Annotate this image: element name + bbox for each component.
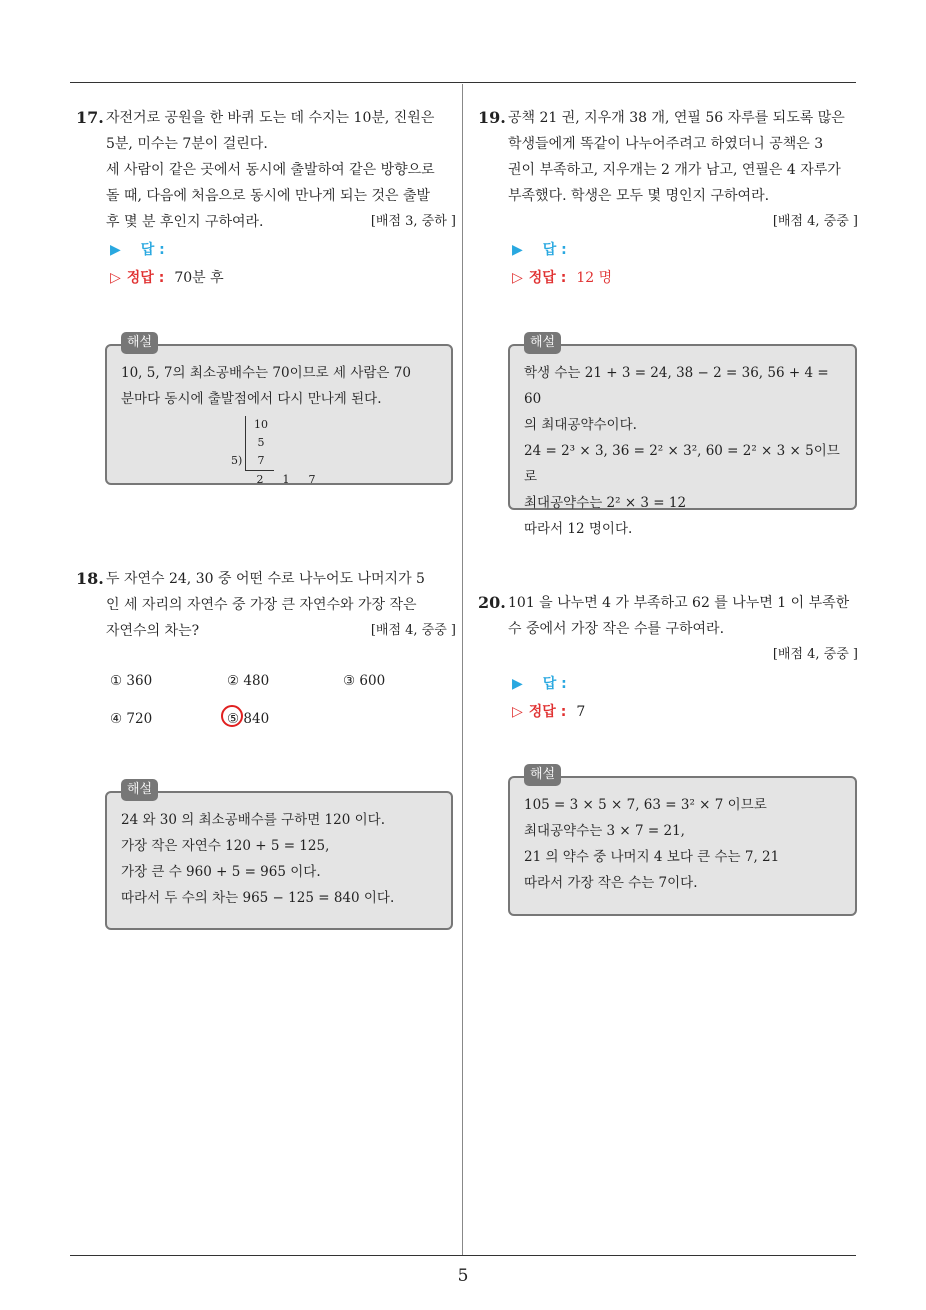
question-line: 자연수의 차는?: [106, 623, 200, 639]
explanation-line: 21 의 약수 중 나머지 4 보다 큰 수는 7, 21: [524, 849, 780, 865]
explanation-line: 따라서 두 수의 차는 965 − 125 = 840 이다.: [121, 890, 395, 906]
play-icon: ▶: [110, 242, 121, 258]
explanation-line: 최대공약수는 3 × 7 = 21,: [524, 823, 685, 839]
choice-1[interactable]: ① 360: [110, 673, 153, 689]
choice-5[interactable]: [227, 711, 269, 727]
explanation-box-18: [105, 782, 453, 930]
explanation-box-17: [105, 335, 453, 486]
explanation-tag: 해설: [121, 332, 158, 354]
explanation-line: 24 와 30 의 최소공배수를 구하면 120 이다.: [121, 812, 385, 828]
explanation-line: 의 최대공약수이다.: [524, 417, 637, 433]
question-line: 인 세 자리의 자연수 중 가장 큰 자연수와 가장 작은: [106, 597, 417, 613]
question-19: [478, 105, 858, 235]
explanation-line: 학생 수는 21 + 3 = 24, 38 − 2 = 36, 56 + 4 = 60: [524, 365, 829, 407]
explanation-line: 따라서 12 명이다.: [524, 521, 633, 537]
choices-18: [110, 673, 440, 733]
divisor: 5): [231, 454, 243, 467]
question-line: 공책 21 권, 지우개 38 개, 연필 56 자루를 되도록 많은: [508, 110, 845, 126]
page-number: 5: [457, 1266, 469, 1286]
explanation-box-19: [508, 335, 857, 537]
correct-label: 정답 :: [528, 704, 567, 720]
question-line: 두 자연수 24, 30 중 어떤 수로 나누어도 나머지가 5: [106, 571, 425, 587]
div-cell: 1: [282, 473, 290, 486]
choice-5-value: 840: [243, 711, 270, 727]
correct-value: 70분 후: [174, 270, 224, 286]
correct-value: 12 명: [576, 270, 613, 286]
choice-2[interactable]: ② 480: [227, 673, 270, 689]
choice-4[interactable]: ④ 720: [110, 711, 153, 727]
question-number: 19.: [478, 108, 506, 127]
div-cell: 7: [308, 473, 316, 486]
explanation-line: 가장 작은 자연수 120 + 5 = 125,: [121, 838, 330, 854]
div-cell: 2: [256, 473, 264, 486]
div-cell: 7: [257, 454, 265, 467]
explanation-box-20: [508, 767, 857, 916]
div-cell: 5: [257, 436, 265, 449]
explanation-line: 분마다 동시에 출발점에서 다시 만나게 된다.: [121, 391, 382, 407]
selected-circle-mark: [221, 705, 243, 727]
explanation-line: 24 = 2³ × 3, 36 = 2² × 3², 60 = 2² × 3 × 5이므로: [524, 443, 840, 485]
division-table: [231, 416, 439, 489]
question-line: 부족했다. 학생은 모두 몇 명인지 구하여라.: [508, 188, 770, 204]
explanation-line: 따라서 가장 작은 수는 7이다.: [524, 875, 698, 891]
answer-block-19: [512, 236, 612, 292]
explanation-tag: 해설: [524, 764, 561, 786]
question-number: 20.: [478, 593, 506, 612]
question-line: 후 몇 분 후인지 구하여라.: [106, 214, 264, 230]
play-icon: ▶: [512, 242, 523, 258]
question-line: 권이 부족하고, 지우개는 2 개가 남고, 연필은 4 자루가: [508, 162, 841, 178]
question-line: 돌 때, 다음에 처음으로 동시에 만나게 되는 것은 출발: [106, 188, 431, 204]
open-triangle-icon: ▷: [512, 270, 523, 286]
answer-block-17: [110, 236, 224, 292]
open-triangle-icon: ▷: [110, 270, 121, 286]
explanation-line: 10, 5, 7의 최소공배수는 70이므로 세 사람은 70: [121, 365, 411, 381]
question-line: 101 을 나누면 4 가 부족하고 62 를 나누면 1 이 부족한: [508, 595, 850, 611]
correct-value: 7: [576, 704, 586, 720]
score-meta: [배점 4, 중중 ]: [370, 623, 456, 638]
question-line: 수 중에서 가장 작은 수를 구하여라.: [508, 621, 725, 637]
answer-label: 답 :: [140, 242, 165, 258]
correct-label: 정답 :: [528, 270, 567, 286]
explanation-tag: 해설: [121, 779, 158, 801]
question-18: [76, 566, 456, 644]
top-rule: [70, 82, 856, 83]
score-meta: [배점 4, 중중 ]: [772, 214, 858, 229]
bottom-rule: [70, 1255, 856, 1256]
explanation-line: 가장 큰 수 960 + 5 = 965 이다.: [121, 864, 321, 880]
question-line: 세 사람이 같은 곳에서 동시에 출발하여 같은 방향으로: [106, 162, 435, 178]
open-triangle-icon: ▷: [512, 704, 523, 720]
question-17: [76, 105, 456, 235]
question-line: 학생들에게 똑같이 나누어주려고 하였더니 공책은 3: [508, 136, 824, 152]
choice-3[interactable]: ③ 600: [343, 673, 386, 689]
div-cell: 10: [254, 418, 268, 431]
question-line: 5분, 미수는 7분이 걸린다.: [106, 136, 268, 152]
column-divider: [462, 84, 463, 1256]
explanation-tag: 해설: [524, 332, 561, 354]
score-meta: [배점 3, 중하 ]: [370, 214, 456, 229]
answer-block-20: [512, 670, 585, 726]
explanation-line: 최대공약수는 2² × 3 = 12: [524, 495, 687, 511]
choice-5-marker: ⑤: [227, 711, 240, 727]
question-number: 18.: [76, 569, 104, 588]
score-meta: [배점 4, 중중 ]: [772, 647, 858, 662]
question-line: 자전거로 공원을 한 바퀴 도는 데 수지는 10분, 진원은: [106, 110, 435, 126]
play-icon: ▶: [512, 676, 523, 692]
question-number: 17.: [76, 108, 104, 127]
answer-label: 답 :: [542, 676, 567, 692]
correct-label: 정답 :: [126, 270, 165, 286]
explanation-line: 105 = 3 × 5 × 7, 63 = 3² × 7 이므로: [524, 797, 767, 813]
answer-label: 답 :: [542, 242, 567, 258]
question-20: [478, 590, 858, 668]
